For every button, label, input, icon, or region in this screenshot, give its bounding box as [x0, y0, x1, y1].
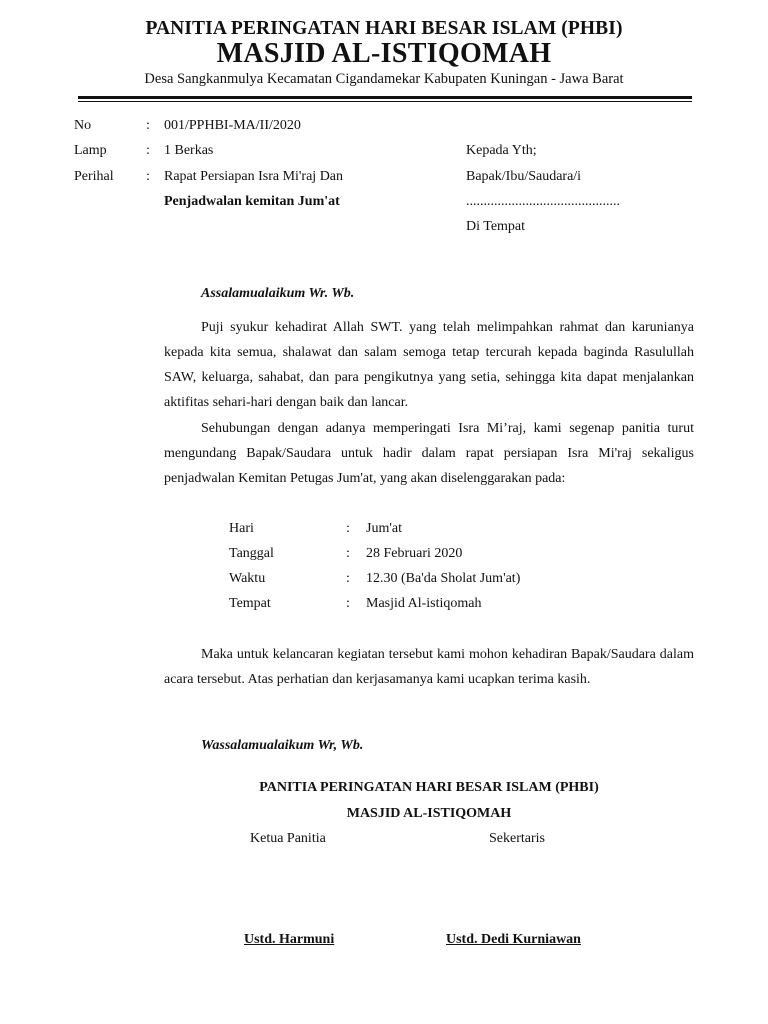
lamp-value: 1 Berkas [164, 143, 214, 158]
recipient-line-4: Di Tempat [466, 219, 526, 234]
detail-value-day: Jum'at [366, 521, 402, 536]
detail-colon: : [346, 596, 350, 611]
header-rule-thick [78, 96, 692, 99]
detail-label-date: Tanggal [229, 546, 274, 561]
detail-colon: : [346, 521, 350, 536]
recipient-line-2: Bapak/Ibu/Saudara/i [466, 169, 582, 184]
header-address: Desa Sangkanmulya Kecamatan Cigandamekar Kabupaten Kuningan - Jawa Barat [144, 71, 624, 87]
detail-value-date: 28 Februari 2020 [366, 546, 463, 561]
perihal-label: Perihal [74, 169, 114, 184]
chair-name: Ustd. Harmuni [244, 932, 335, 947]
detail-label-time: Waktu [229, 571, 266, 586]
no-value: 001/PPHBI-MA/II/2020 [164, 118, 301, 133]
detail-colon: : [346, 546, 350, 561]
lamp-label: Lamp [74, 143, 107, 158]
signature-mosque: MASJID AL-ISTIQOMAH [346, 806, 512, 821]
header-committee: PANITIA PERINGATAN HARI BESAR ISLAM (PHBI) [145, 18, 623, 39]
secretary-title: Sekertaris [489, 831, 545, 846]
header-rule-thin [78, 101, 692, 102]
greeting: Assalamualaikum Wr. Wb. [201, 286, 355, 301]
recipient-line-3: ............................................ [466, 194, 620, 209]
perihal-value-2: Penjadwalan kemitan Jum'at [164, 194, 340, 209]
detail-colon: : [346, 571, 350, 586]
detail-value-place: Masjid Al-istiqomah [366, 596, 482, 611]
paragraph-1: Puji syukur kehadirat Allah SWT. yang telah melimpahkan rahmat dan karunianya kepada kita semua, shalawat dan salam semoga tetap tercurah kepada baginda Rasulullah SAW, keluarga, sahabat, dan para pengikutnya yang setia, sehingga kita dapat menjalankan aktifitas sehari-hari dengan baik dan lancar. [164, 320, 694, 410]
header-mosque: MASJID AL-ISTIQOMAH [216, 38, 552, 69]
chair-title: Ketua Panitia [250, 831, 326, 846]
detail-value-time: 12.30 (Ba'da Sholat Jum'at) [366, 571, 521, 586]
no-label: No [74, 118, 92, 133]
paragraph-3: Maka untuk kelancaran kegiatan tersebut kami mohon kehadiran Bapak/Saudara dalam acara tersebut. Atas perhatian dan kerjasamanya kami ucapkan terima kasih. [164, 647, 694, 687]
closing: Wassalamualaikum Wr, Wb. [201, 738, 364, 753]
lamp-colon: : [146, 143, 150, 158]
detail-label-day: Hari [229, 521, 254, 536]
perihal-value: Rapat Persiapan Isra Mi'raj Dan [164, 169, 344, 184]
signature-committee: PANITIA PERINGATAN HARI BESAR ISLAM (PHBI) [259, 780, 599, 795]
perihal-colon: : [146, 169, 150, 184]
detail-label-place: Tempat [229, 596, 271, 611]
paragraph-2: Sehubungan dengan adanya memperingati Isra Mi’raj, kami segenap panitia turut mengundang Bapak/Saudara untuk hadir dalam rapat persiapan Isra Mi'raj sekaligus penjadwalan Kemitan Petugas Jum'at, yang akan diselenggarakan pada: [164, 421, 694, 486]
secretary-name: Ustd. Dedi Kurniawan [446, 932, 581, 947]
recipient-line-1: Kepada Yth; [466, 143, 537, 158]
no-colon: : [146, 118, 150, 133]
